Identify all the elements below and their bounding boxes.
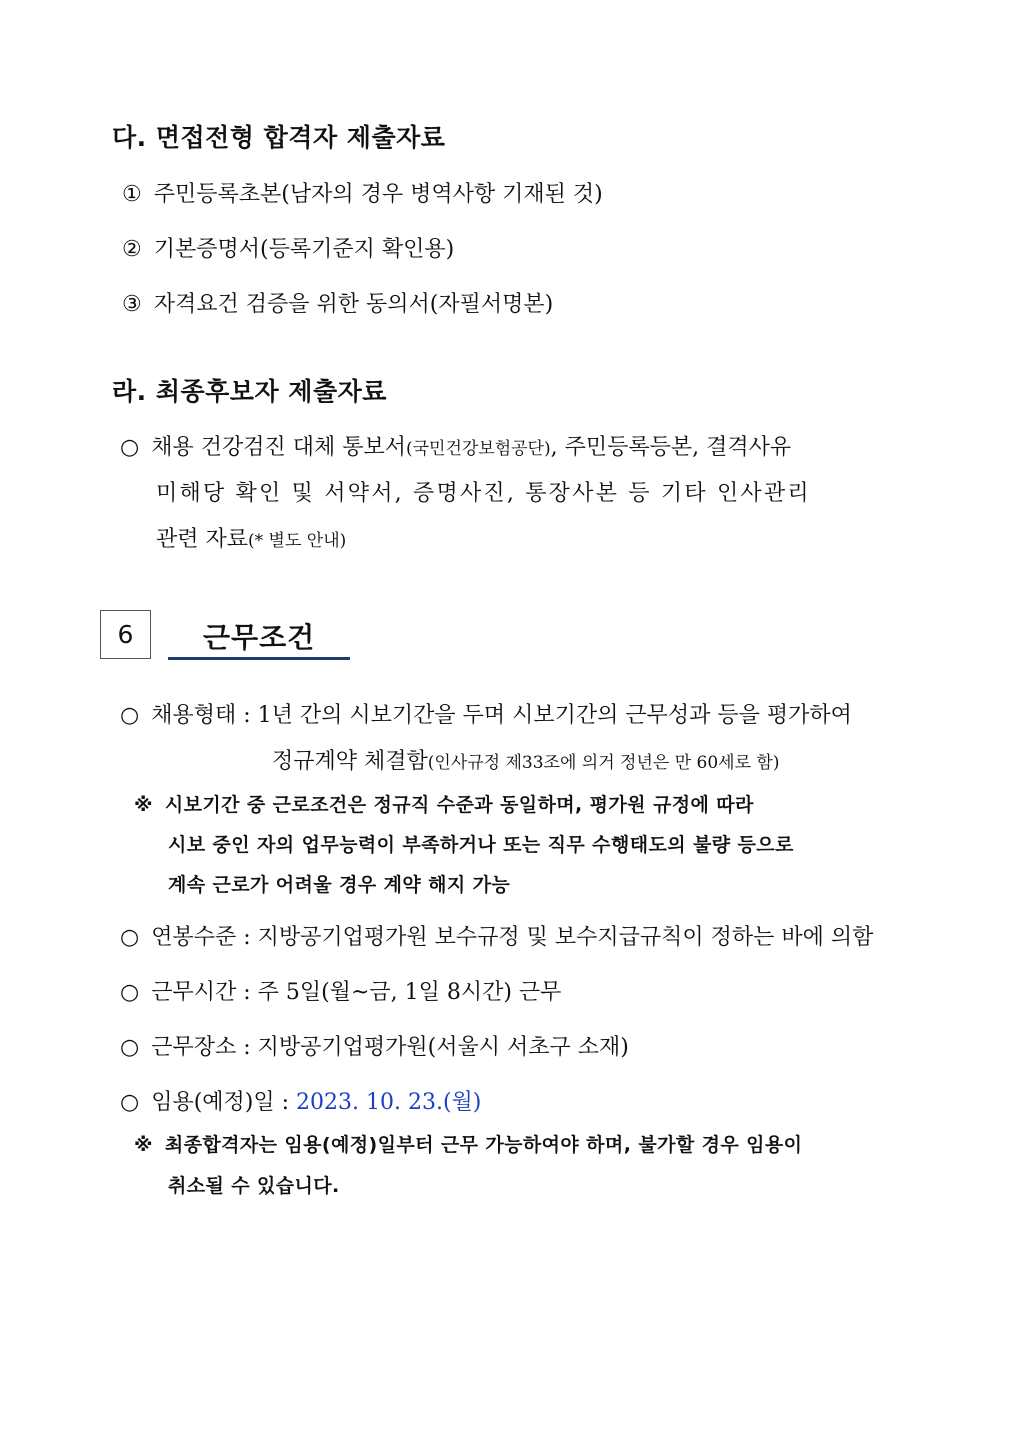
employment-type-line2	[272, 744, 779, 775]
circle-bullet-icon: ○	[120, 1035, 140, 1060]
list-item	[122, 177, 603, 208]
circled-number-1: ①	[122, 182, 142, 207]
section-title-underline	[168, 657, 350, 660]
salary-text: 연봉수준 : 지방공기업평가원 보수규정 및 보수지급규칙이 정하는 바에 의함	[151, 925, 874, 950]
list-item-text: 기본증명서(등록기준지 확인용)	[153, 237, 455, 262]
section-title: 근무조건	[203, 621, 316, 654]
note1-text: 시보기간 중 근로조건은 정규직 수준과 동일하며, 평가원 규정에 따라	[164, 794, 754, 816]
section-da-heading: 다. 면접전형 합격자 제출자료	[112, 123, 446, 152]
location-text: 근무장소 : 지방공기업평가원(서울시 서초구 소재)	[151, 1035, 629, 1060]
circled-number-3: ③	[122, 292, 142, 317]
note1-line2: 시보 중인 자의 업무능력이 부족하거나 또는 직무 수행태도의 불량 등으로	[168, 834, 794, 856]
circled-number-2: ②	[122, 237, 142, 262]
list-item	[122, 287, 553, 318]
circle-bullet-icon: ○	[120, 435, 140, 460]
circle-bullet-icon: ○	[120, 980, 140, 1005]
ra-line3	[156, 522, 346, 553]
circle-bullet-icon: ○	[120, 925, 140, 950]
note1-line1	[134, 790, 754, 817]
list-item	[122, 232, 454, 263]
hours-text: 근무시간 : 주 5일(월~금, 1일 8시간) 근무	[151, 980, 562, 1005]
employment-type-label: 채용형태 :	[151, 703, 258, 728]
location-line	[120, 1030, 629, 1061]
employment-type-line2-main: 정규계약 체결함	[272, 749, 428, 774]
ra-line1-rest: , 주민등록등본, 결격사유	[550, 435, 792, 460]
note2-line1	[134, 1130, 802, 1157]
appointment-line	[120, 1085, 481, 1116]
note2-line2: 취소될 수 있습니다.	[168, 1175, 340, 1197]
appointment-date: 2023. 10. 23.(월)	[296, 1090, 482, 1115]
section-number-box: 6	[100, 610, 151, 659]
ra-line3-main: 관련 자료	[156, 527, 249, 552]
section-ra-heading: 라. 최종후보자 제출자료	[112, 377, 387, 406]
circle-bullet-icon: ○	[120, 703, 140, 728]
reference-mark-icon: ※	[134, 794, 153, 816]
reference-mark-icon: ※	[134, 1134, 153, 1156]
list-item-text: 주민등록초본(남자의 경우 병역사항 기재된 것)	[153, 182, 603, 207]
ra-line2: 미해당 확인 및 서약서, 증명사진, 통장사본 등 기타 인사관리	[156, 481, 811, 506]
note1-line3: 계속 근로가 어려울 경우 계약 해지 가능	[168, 874, 511, 896]
employment-type-text: 1년 간의 시보기간을 두며 시보기간의 근무성과 등을 평가하여	[257, 703, 852, 728]
note2-text: 최종합격자는 임용(예정)일부터 근무 가능하여야 하며, 불가할 경우 임용이	[164, 1134, 803, 1156]
employment-type-line2-small: (인사규정 제33조에 의거 정년은 만 60세로 함)	[427, 753, 780, 773]
ra-bullet-line1	[120, 430, 791, 461]
circle-bullet-icon: ○	[120, 1090, 140, 1115]
appointment-label: 임용(예정)일 :	[151, 1090, 297, 1115]
employment-type-line1	[120, 698, 852, 729]
ra-line1-main: 채용 건강검진 대체 통보서	[151, 435, 406, 460]
list-item-text: 자격요건 검증을 위한 동의서(자필서명본)	[153, 292, 554, 317]
ra-line1-small: (국민건강보험공단)	[405, 439, 551, 459]
hours-line	[120, 975, 561, 1006]
ra-line3-small: (* 별도 안내)	[248, 531, 347, 551]
salary-line	[120, 920, 873, 951]
